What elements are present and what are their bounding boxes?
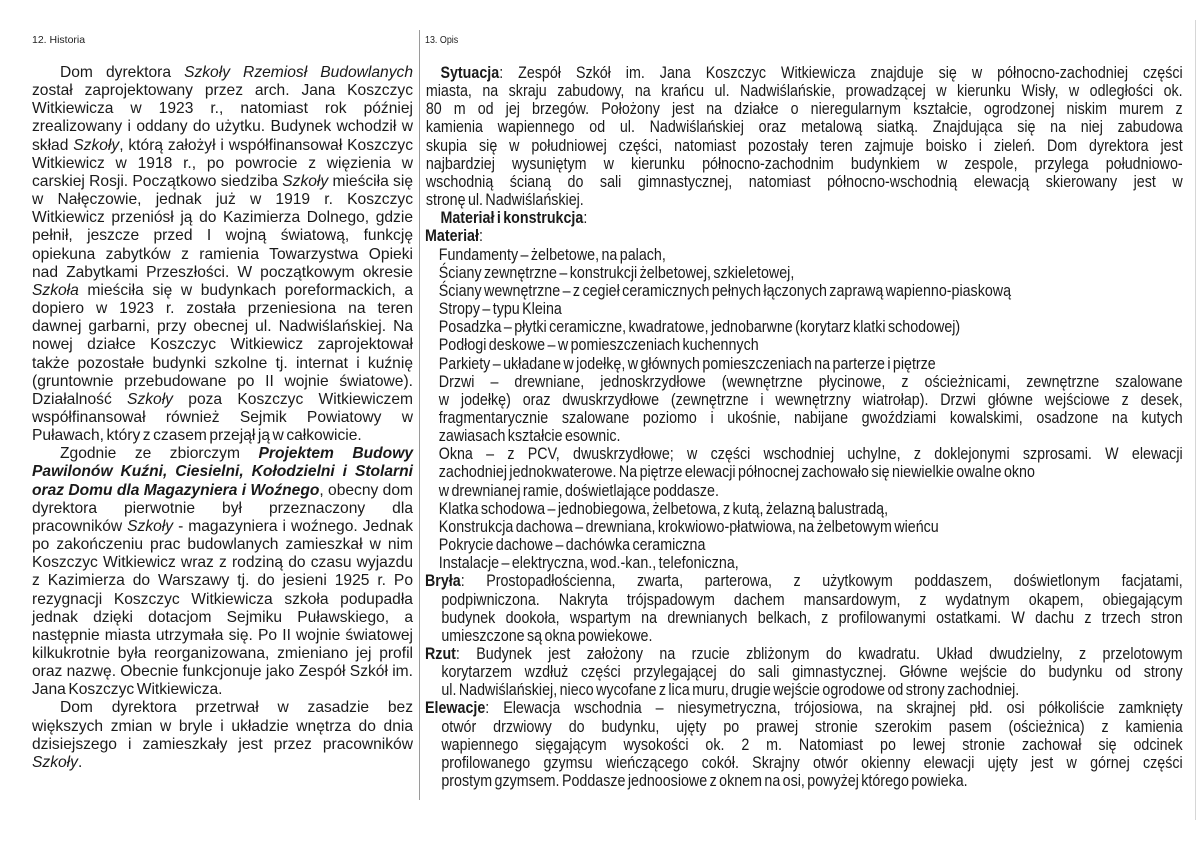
paragraph-line [32, 645, 413, 663]
paragraph-line [32, 627, 413, 645]
paragraph-line [32, 681, 413, 699]
text-run: współfinansował również Sejmik Powiatowy w [32, 408, 413, 426]
paragraph-line [32, 591, 413, 609]
description-section-line [425, 772, 1183, 790]
emphasized-text: Projektem Budowy [258, 445, 413, 463]
situation-line [425, 137, 1183, 155]
bold-label: Materiał i konstrukcja [440, 208, 584, 228]
paragraph-line [32, 518, 413, 536]
text-run: zrealizowany i oddany do użytku. Budynek wchodził w [32, 118, 413, 136]
page-edge [1195, 20, 1196, 820]
text-run: w jodełkę) oraz dwuskrzydłowe (zewnętrzne i wewnętrzny wiatrołap). Drzwi główne wejściowe z desek, [438, 389, 1183, 409]
text-run: zawiasach kształcie esownic. [438, 426, 621, 446]
text-run: skład [32, 136, 74, 154]
text-run: Parkiety – układane w jodełkę, w głównych pomieszczeniach na parterze i piętrze [438, 353, 936, 373]
text-run: , którą założył i współfinansował Koszczyc [119, 136, 413, 154]
text-run: dawnej garbarni, przy obecnej ul. Nadwiślańskiej. Na [32, 318, 413, 336]
text-run: dopiero w 1923 r. została przeniesiona na teren [32, 300, 413, 318]
description-section-line [425, 627, 1183, 645]
paragraph-line [32, 246, 413, 264]
text-run: (gruntownie przebudowane po II wojnie światowe). [32, 372, 413, 390]
description-section-line [425, 609, 1183, 627]
text-run: rezygnacji Koszczyc Witkiewicza szkoła podupadła [32, 590, 413, 608]
material-item [425, 318, 1183, 336]
paragraph-line [32, 137, 413, 155]
paragraph-line [32, 736, 413, 754]
text-run: następnie miasta utrzymała się. Po II wojnie światowej [32, 626, 413, 644]
text-run: korytarzem wzdłuż części przylegającej do sali gimnastycznej. Główne wejście do budynku od strony [441, 662, 1183, 682]
paragraph-line [32, 609, 413, 627]
paragraph-line [32, 318, 413, 336]
paragraph-line [32, 264, 413, 282]
text-run: nowej działce Koszczyc Witkiewicz zaprojektował [32, 336, 413, 354]
paragraph-line [32, 82, 413, 100]
paragraph-line [32, 463, 413, 481]
paragraph-line [32, 699, 413, 717]
situation-line [425, 173, 1183, 191]
text-run: : Prostopadłościenna, zwarta, parterowa, z użytkowym poddaszem, doświetlonym facjatami, [460, 571, 1183, 591]
text-run: ul. Nadwiślańskiej, nieco wycofane z lica muru, drugie wejście ogrodowe od strony zachodniej. [441, 680, 1020, 700]
paragraph-line [32, 409, 413, 427]
paragraph-line [32, 118, 413, 136]
text-run: budynek dookoła, wspartym na drewnianych belkach, z profilowanymi ostatkami. W dachu z trzech stron [441, 607, 1183, 627]
material-item [425, 463, 1183, 481]
text-run: - magazyniera i woźnego. Jednak [173, 517, 414, 535]
text-run: jednak dzięki dotacjom Sejmiku Puławskiego, a [32, 608, 413, 626]
paragraph-line [32, 482, 413, 500]
text-run: Dom dyrektora [60, 64, 185, 81]
paragraph-line [32, 427, 413, 445]
text-run: , obecny dom [319, 481, 413, 499]
situation-line [425, 100, 1183, 118]
emphasized-text: Szkoły [127, 517, 174, 535]
text-run: Fundamenty – żelbetowe, na palach, [438, 244, 666, 264]
bold-label: Elewacje [425, 698, 486, 718]
situation-line [425, 155, 1183, 173]
text-run: : Budynek jest założony na rzucie zbliżonym do kwadratu. Układ dwudzielny, z przelotowym [455, 644, 1183, 663]
paragraph-line [32, 718, 413, 736]
paragraph-line [32, 373, 413, 391]
text-run: nad Zabytkami Przeszłości. W początkowym okresie [32, 263, 413, 281]
paragraph-line [32, 191, 413, 209]
paragraph-line [32, 300, 413, 318]
bold-label: Sytuacja [440, 63, 500, 82]
description-section-line [425, 663, 1183, 681]
paragraph-line [32, 754, 413, 772]
material-item [425, 500, 1183, 518]
text-run: wapiennego sięgającym wysokości ok. 2 m. Natomiast po lewej stronie zachował się odcinek [441, 734, 1183, 754]
description-section-line [425, 754, 1183, 772]
paragraph-line [32, 445, 413, 463]
text-run: Okna – z PCV, dwuskrzydłowe; w części wschodniej uchylne, z doklejonymi szprosami. W elewacji [438, 444, 1183, 464]
material-item [425, 355, 1183, 373]
text-run: skupia się w południowej części, natomiast pozostały teren zajmuje boisko i zieleń. Dom dyrektora jest [425, 135, 1183, 155]
construction-heading [425, 209, 1183, 227]
text-run: Koszczyc Witkiewicz wraz z rodziną do czasu wyjazdu [32, 554, 413, 572]
emphasized-text: Szkoła [32, 281, 79, 299]
text-run: : [583, 208, 588, 228]
material-item [425, 482, 1183, 500]
text-run: dzisiejszego i zamieszkały jest przez pracowników [32, 735, 413, 753]
situation-line [425, 64, 1183, 82]
description-section-line [425, 645, 1183, 663]
bold-label: Bryła [425, 571, 461, 591]
text-run: Stropy – typu Kleina [438, 299, 562, 319]
material-item [425, 409, 1183, 427]
emphasized-text: Szkoły [282, 172, 329, 190]
situation-line [425, 82, 1183, 100]
description-section-line [425, 681, 1183, 699]
paragraph-line [32, 500, 413, 518]
text-run: stronę ul. Nadwiślańskiej. [425, 190, 584, 210]
text-run: : [478, 226, 483, 246]
text-run: zachodniej jednokwaterowe. Na piętrze elewacji północnej zachowało się niewielkie owalne okno [438, 462, 1035, 482]
emphasized-text: Szkoły [127, 390, 173, 408]
text-run: opiekuna zabytków z ramienia Towarzystwa Opieki [32, 245, 413, 263]
paragraph-line [32, 209, 413, 227]
description-column [425, 64, 1183, 790]
paragraph-line [32, 663, 413, 681]
text-run: mieściła się [328, 172, 413, 190]
text-run: po zakończeniu prac budowlanych zamieszkał w nim [32, 536, 413, 554]
text-run: mieściła się w budynkach poreformackich, a [78, 281, 413, 299]
material-item [425, 391, 1183, 409]
text-run: Pokrycie dachowe – dachówka ceramiczna [438, 535, 706, 555]
material-item [425, 427, 1183, 445]
paragraph-line [32, 572, 413, 590]
text-run: Instalacje – elektryczna, wod.-kan., telefoniczna, [438, 553, 739, 573]
description-section-line [425, 591, 1183, 609]
emphasized-text: oraz Domu dla Magazyniera i Woźnego [32, 481, 320, 499]
material-item [425, 536, 1183, 554]
column-divider [419, 30, 420, 800]
text-run: podpiwniczona. Nakryta trójspadowym dachem mansardowym, z wydatnym okapem, obiegającym [441, 589, 1183, 609]
text-run: Zgodnie ze zbiorczym [60, 445, 259, 463]
text-run: Dom dyrektora przetrwał w zasadzie bez [60, 699, 413, 717]
text-run: prostym gzymsem. Poddasze jednoosiowe z oknem na osi, powyżej którego powieka. [441, 771, 968, 791]
paragraph-line [32, 355, 413, 373]
bold-label: Materiał [425, 226, 479, 246]
situation-line [425, 191, 1183, 209]
description-section-line [425, 699, 1183, 717]
text-run: miasta, na skraju zabudowy, na krańcu ul. Nadwiślańskie, prowadzącej w kierunku Wisły, w odległości ok. [425, 81, 1183, 101]
material-label [425, 227, 1183, 245]
situation-line [425, 118, 1183, 136]
text-run: profilowanego gzymsu wieńczącego cokół. Skrajny otwór okienny elewacji ujęty jest w górnej części [441, 752, 1183, 772]
text-run: w Nałęczowie, jednak już w 1919 r. Koszczyc [32, 191, 413, 209]
material-item [425, 518, 1183, 536]
text-run: wschodnią ścianą do sali gimnastycznej, natomiast północno-wschodnią elewacją skierowany jest w [425, 171, 1183, 191]
paragraph-line [32, 155, 413, 173]
paragraph-line [32, 64, 413, 82]
text-run: Klatka schodowa – jednobiegowa, żelbetowa, z kutą, żelazną balustradą, [438, 498, 889, 518]
text-run: Podłogi deskowe – w pomieszczeniach kuchennych [438, 335, 759, 355]
text-run: także pozostałe budynki szkolne tj. internat i kuźnię [32, 354, 413, 372]
emphasized-text: Szkoły [73, 136, 120, 154]
text-run: Puławach, który z czasem przejął ją w całkowicie. [32, 427, 362, 445]
text-run: kilkukrotnie była reorganizowana, zmieniano jej profil [32, 645, 413, 662]
description-section-line [425, 736, 1183, 754]
text-run: : Elewacja wschodnia – niesymetryczna, trójosiowa, na skrajnej płd. osi półkoliście zamknięty [485, 698, 1183, 718]
paragraph-line [32, 554, 413, 572]
text-run: dyrektora pierwotnie był przeznaczony dla [32, 499, 413, 517]
text-run: pracowników [32, 517, 128, 535]
text-run: poza Koszczyc Witkiewiczem [172, 390, 413, 408]
text-run: Drzwi – drewniane, jednoskrzydłowe (wewnętrzne płycinowe, z ościeżnicami, zewnętrzne szalowane [438, 371, 1183, 391]
text-run: Działalność [32, 390, 128, 408]
bold-label: Rzut [425, 644, 456, 663]
description-section-line [425, 572, 1183, 590]
text-run: fragmentarycznie szalowane poziomo i ukośnie, nabijane gwoździami kowalskimi, osadzone na kutych [438, 407, 1183, 427]
text-run: carskiej Rosji. Początkowo siedziba [32, 172, 283, 190]
emphasized-text: Szkoły Rzemiosł Budowlanych [184, 64, 413, 81]
history-column [32, 64, 413, 772]
text-run: Ściany zewnętrzne – konstrukcji żelbetowej, szkieletowej, [438, 262, 795, 282]
section-heading-opis: 13. Opis [425, 34, 459, 46]
emphasized-text: Pawilonów Kuźni, Ciesielni, Kołodzielni i Stolarni [32, 463, 413, 481]
material-item [425, 264, 1183, 282]
text-run: otwór drzwiowy do budynku, ujęty po prawej stronie szerokim pasem (ościeżnica) z kamienia [441, 716, 1183, 736]
paragraph-line [32, 173, 413, 191]
text-run: pełnił, jeszcze przed I wojną światową, funkcję [32, 227, 413, 245]
text-run: większych zmian w bryle i układzie wnętrza do dnia [32, 717, 413, 735]
paragraph-line [32, 536, 413, 554]
text-run: kamienia wapiennego od ul. Nadwiślańskiej oraz metalową siatką. Znajdująca się na niej zabudowa [425, 117, 1183, 137]
text-run: Witkiewicz przeniósł ją do Kazimierza Dolnego, gdzie [32, 209, 413, 227]
text-run: Jana Koszczyc Witkiewicza. [32, 681, 223, 699]
material-item [425, 246, 1183, 264]
text-run: Ściany wewnętrzne – z cegieł ceramicznych pełnych łączonych zaprawą wapienno-piaskową [438, 280, 1012, 300]
text-run: umieszczone są okna powiekowe. [441, 625, 653, 645]
emphasized-text: Szkoły [32, 753, 78, 771]
material-item [425, 373, 1183, 391]
text-run: z Kazimierza do Warszawy tj. do jesieni 1925 r. Po [32, 572, 413, 590]
text-run: został zaprojektowany przez arch. Jana Koszczyc [32, 82, 413, 100]
material-item [425, 282, 1183, 300]
material-item [425, 445, 1183, 463]
text-run: : Zespół Szkół im. Jana Koszczyc Witkiewicza znajduje się w północno-zachodniej części [499, 63, 1183, 82]
paragraph-line [32, 282, 413, 300]
text-run: w drewnianej ramie, doświetlające poddasze. [438, 480, 719, 500]
text-run: 80 m od jej brzegów. Położony jest na działce o nieregularnym kształcie, ogrodzonej niskim murem z [425, 99, 1183, 119]
text-run: Posadzka – płytki ceramiczne, kwadratowe, jednobarwne (korytarz klatki schodowej) [438, 317, 961, 337]
text-run: . [77, 753, 83, 771]
text-run: najbardziej wysuniętym w kierunku północno-zachodnim budynkiem w zespole, przylega południowo- [425, 153, 1183, 173]
paragraph-line [32, 391, 413, 409]
text-run: Witkiewicza w 1923 r., natomiast rok później [32, 100, 413, 118]
section-heading-historia: 12. Historia [32, 34, 86, 46]
text-run: Konstrukcja dachowa – drewniana, krokwiowo-płatwiowa, na żelbetowym wieńcu [438, 516, 939, 536]
text-run: oraz nazwę. Obecnie funkcjonuje jako Zespół Szkół im. [32, 663, 413, 681]
material-item [425, 554, 1183, 572]
paragraph-line [32, 100, 413, 118]
text-run: Witkiewicz w 1918 r., po powrocie z więzienia w [32, 154, 413, 172]
material-item [425, 336, 1183, 354]
paragraph-line [32, 336, 413, 354]
material-item [425, 300, 1183, 318]
paragraph-line [32, 227, 413, 245]
description-section-line [425, 718, 1183, 736]
